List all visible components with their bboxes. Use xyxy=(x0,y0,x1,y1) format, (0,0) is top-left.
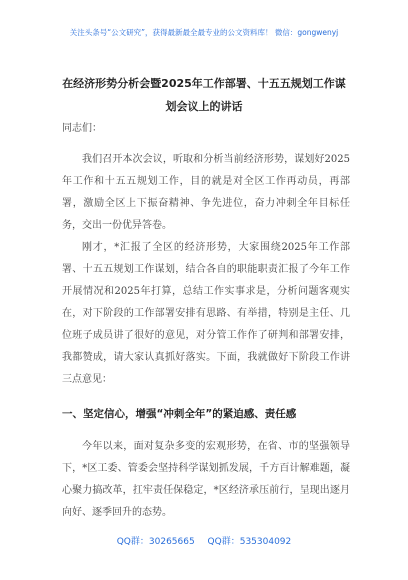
paragraph-1: 我们召开本次会议，听取和分析当前经济形势，谋划好2025年工作和十五五规划工作，目的就是对全区工作再动员，再部署，激励全区上下振奋精神、争先进位，奋力冲刺全年目标任务，交出一份优异答卷。 xyxy=(62,154,350,231)
document-title: 在经济形势分析会暨2025年工作部署、十五五规划工作谋划会议上的讲话 xyxy=(62,77,346,113)
salutation: 同志们： xyxy=(62,123,102,134)
header-banner: 关注头条号“公文研究”，获得最新最全最专业的公文资料库！ 微信：gongwenyj xyxy=(69,28,339,37)
section-heading-1: 一、坚定信心，增强“冲刺全年”的紧迫感、责任感 xyxy=(62,408,297,420)
paragraph-3: 今年以来，面对复杂多变的宏观形势，在省、市的坚强领导下，*区工委、管委会坚持科学谋划抓发展，千方百计解难题，凝心聚力搞改革，扛牢责任保稳定，*区经济承压前行，呈现出逐月向好、逐季回升的态势。 xyxy=(62,441,350,518)
footer-qq-groups: QQ群：30265665 QQ群：535304092 xyxy=(116,537,292,547)
paragraph-2: 刚才，*汇报了全区的经济形势，大家围绕2025年工作部署、十五五规划工作谋划，结合各自的职能职责汇报了今年工作开展情况和2025年打算，总结工作实事求是，分析问题客观实在，对下阶段的工作部署安排有思路、有举措，特别是主任、几位班子成员讲了很好的意见，对分管工作作了研判和部署安排，我都赞成，请大家认真抓好落实。下面，我就做好下阶段工作讲三点意见： xyxy=(62,242,350,385)
